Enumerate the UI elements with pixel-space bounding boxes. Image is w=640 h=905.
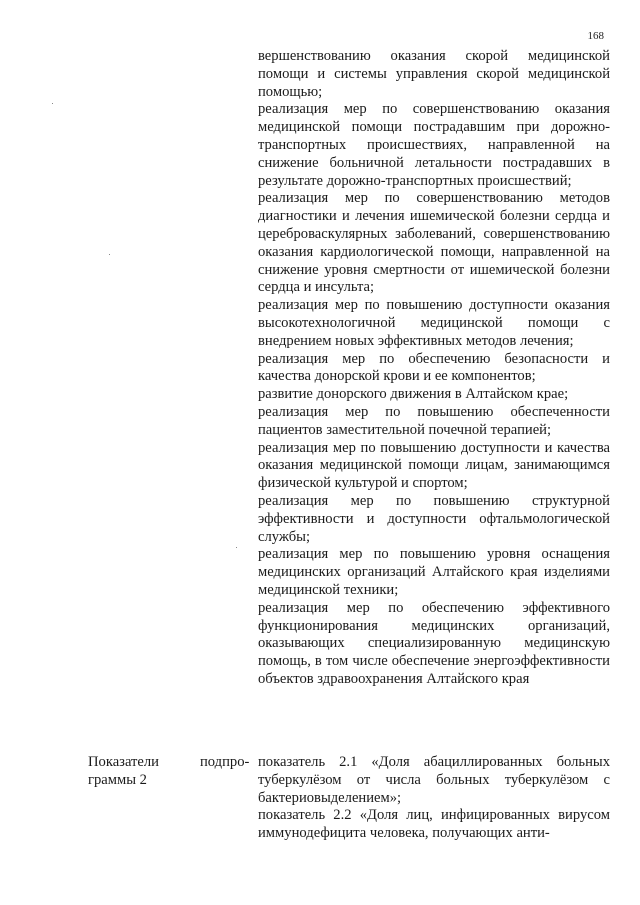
indicators-label-suffix: подпро- (200, 754, 250, 770)
indicators-list (258, 754, 610, 843)
page-number: 168 (587, 30, 604, 42)
scan-speck (52, 103, 53, 104)
goal-item: развитие донорского движения в Алтайском крае; (258, 386, 569, 403)
indicator-item: показатель 2.2 «Доля лиц, инфицированных вирусом иммунодефицита человека, получающих анти- (258, 807, 610, 842)
goal-item: реализация мер по повышению доступности оказания высокотехнологичной медицинской помощи с внедрением новых эффективных методов лечения; (258, 297, 610, 349)
goal-item: реализация мер по обеспечению безопасности и качества донорской крови и ее компонентов; (258, 350, 610, 385)
goals-continuation-list (258, 48, 610, 689)
goal-item: реализация мер по повышению обеспеченности пациентов заместительной почечной терапией; (258, 403, 610, 438)
scan-speck (236, 547, 237, 548)
goal-item: реализация мер по повышению доступности и качества оказания медицинской помощи лицам, занимающимся физической культурой и спортом; (258, 439, 610, 492)
indicators-label-line1: Показатели (88, 754, 159, 770)
goal-item: реализация мер по совершенствованию оказания медицинской помощи пострадавшим при дорожно-транспортных происшествиях, направленной на снижение больничной летальности пострадавших в результате дорожно-транспортных происшествий; (258, 101, 610, 189)
goal-item: реализация мер по совершенствованию методов диагностики и лечения ишемической болезни сердца и цереброваскулярных заболеваний, совершенствованию оказания кардиологической помощи, направленной на снижение уровня смертности от ишемической болезни сердца и инсульта; (258, 190, 610, 296)
goal-item: реализация мер по повышению уровня оснащения медицинских организаций Алтайского края изделиями медицинской техники; (258, 546, 610, 598)
scan-speck (109, 254, 110, 255)
goal-item: реализация мер по обеспечению эффективного функционирования медицинских организаций, оказывающих специализированную медицинскую помощь, в том числе обеспечение энергоэффективности объектов здравоохранения Алтайского края (258, 599, 610, 687)
goal-item: вершенствованию оказания скорой медицинской помощи и системы управления скорой медицинской помощью; (258, 48, 610, 100)
goal-item: реализация мер по повышению структурной эффективности и доступности офтальмологической службы; (258, 492, 610, 545)
indicators-label-line2: граммы 2 (88, 771, 147, 788)
indicator-item: показатель 2.1 «Доля абациллированных больных туберкулёзом от числа больных туберкулёзом с бактериовыделением»; (258, 754, 610, 806)
